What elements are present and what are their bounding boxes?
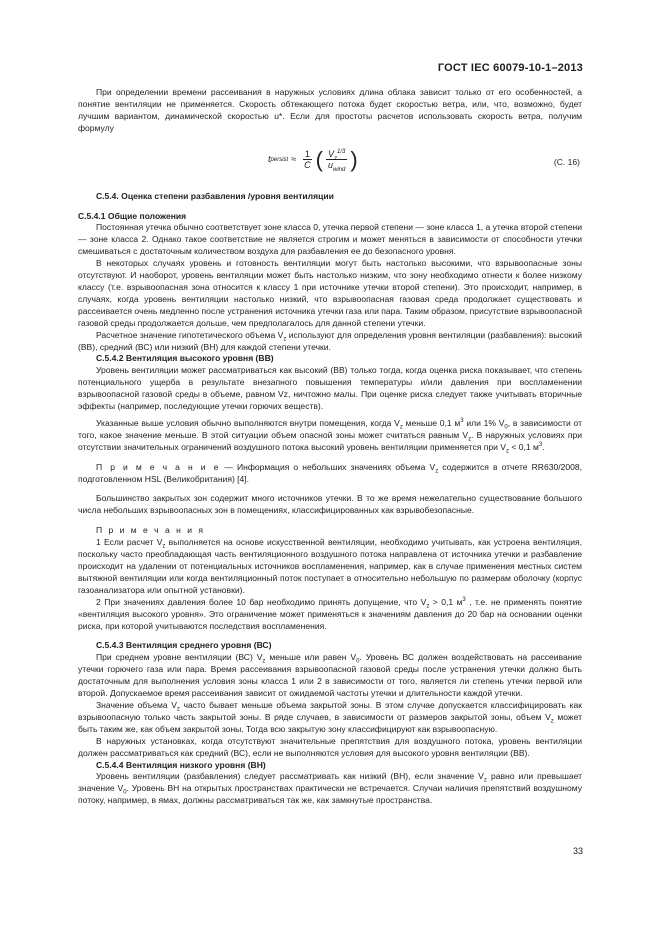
c543-paragraph-2 [78,700,582,736]
section-c544-title: C.5.4.4 Вентиляция низкого уровня (ВН) [96,759,266,770]
c542-note-sub: z [435,468,439,475]
c542-note [78,462,582,486]
c541-paragraph-1: Постоянная утечка обычно соответствует зоне класса 0, утечка первой степени — зоне класса 1, а утечка второй степени — зоне класса 2. Однако такое соответствие не является строгим и может меняться в зависимости от способности утечки смешиваться с достаточным количеством воздуха для разбавления ее до безопасного уровня. [78,222,582,257]
frac1-numerator: 1 [304,149,310,160]
c544-p1-b: равно или превышает значение V [78,771,582,794]
c543-p1-c: . Уровень ВС должен воздействовать на рассеивание утечки горючего газа или пара. Время рассеивания взрывоопасной газовой среды после устранения утечки должно быть достаточным для выполнения условия зоны класса 1 или 2 в зависимости от того, является ли степень утечки первой или второй. Допускаемое время рассеивания зависит от ожидаемой частоты утечки и длительности каждой утечки. [78,652,583,699]
standard-header: ГОСТ IEC 60079-10-1–2013 [437,62,583,74]
c542-p2-f: < 0,1 м [508,441,539,452]
c543-p1-a: При среднем уровне вентиляции (ВС) V [96,652,263,663]
formula-lhs: t [268,153,271,164]
c542-note-b: содержится в отчете RR630/2008, подготовленном HSL (Великобритания) [4]. [78,461,582,484]
right-paren: ) [350,146,358,172]
c542-paragraph-2 [78,418,582,454]
formula-approx: ≈ [291,153,297,164]
c543-p2-sub2: z [550,718,554,725]
c542-n1-sub: z [162,543,166,550]
c542-p2-d: , в зависимости от того, какое значение меньше. В этой ситуации объем опасной зоны может считаться равным V [78,417,583,440]
formula-number: (C. 16) [553,156,580,167]
frac1-denominator: C [304,160,311,171]
c542-n2-a: 2 При значениях давления более 10 бар необходимо принять допущение, что V [96,596,427,607]
text-column [78,87,582,807]
c544-p1-sub1: z [483,778,487,785]
frac2-num-sup: 1/3 [336,149,346,156]
c542-paragraph-1: Уровень вентиляции может рассматриваться как высокий (ВВ) только тогда, когда оценка риска показывает, что степень потенциального ущерба в результате внезапного повышения температуры и/или давления при воспламенении взрывоопасной газовой среды в объеме, равном Vz, ничтожно малы. При оценке риска следует также учитывать вторичные эффекты (например, последующие утечки горючих веществ). [78,365,582,412]
c542-paragraph-3: Большинство закрытых зон содержит много источников утечки. В то же время нежелательно существование большого числа небольших взрывоопасных зон в помещениях, классифицированных как взрывобезопасные. [78,493,582,516]
c542-n2-sub: z [426,603,430,610]
c542-p2-sub2: 0 [504,424,508,431]
frac2-numerator [326,149,347,160]
c542-note-1 [78,537,582,597]
c542-p2-sup2: 3 [538,441,543,448]
c542-n1-a: 1 Если расчет V [96,537,163,548]
formula-c16 [78,143,582,183]
frac2-num-var: V [327,149,334,160]
section-c543-title: C.5.4.3 Вентиляция среднего уровня (ВС) [96,640,272,651]
page-number: 33 [572,846,583,856]
c543-p1-sub2: 0 [356,659,360,666]
c542-p2-e: . В наружных условиях при отсутствии значительных ограничений воздушного потока высокий уровень вентиляции применяется при V [78,429,582,452]
c542-n2-c: , т.е. не применять понятие «вентиляция высокого уровня». Это ограничение может применяться к значениям давления до 20 бар на основании оценки риска, при которой учитываются последствия воспламенения. [78,596,582,631]
section-c542-title: C.5.4.2 Вентиляция высокого уровня (ВВ) [96,353,274,364]
intro-paragraph: При определении времени рассеивания в наружных условиях длина облака зависит только от его особенностей, а понятие вентиляции не применяется. Скорость обтекающего потока будет скоростью ветра, или, что, возможно, будет лучшим вариантом, динамической скоростью u*. Если для простоты расчетов использовать скорость ветра, получим формулу [78,87,582,133]
c541-paragraph-2: В некоторых случаях уровень и готовность вентиляции могут быть настолько высокими, что взрывоопасные зоны отсутствуют. И наоборот, уровень вентиляции может быть настолько низким, что зону необходимо отнести к более низкому классу (т.е. взрывоопасная зона относится к классу 1 при источнике утечки второй степени). Это происходит, например, в случаях, когда уровень вентиляции настолько низкий, что взрывоопасная газовая среда продолжает существовать и рассеивается очень медленно после устранения источника утечки газа или пара. Таким образом, присутствие взрывоопасной газовой среды продолжается дольше, чем предполагалось для данной степени утечки. [78,258,582,328]
c541-p3-sub: z [283,336,287,343]
c543-p1-sub1: z [262,659,266,666]
c541-p3-b: используют для определения уровня вентиляции (разбавления): высокий (ВВ), средний (ВС) или низкий (ВН) для каждой степени утечки. [78,329,583,352]
c542-notes-label [78,525,582,537]
c541-p3-a: Расчетное значение гипотетического объема V [96,329,284,340]
frac2-denominator [326,160,347,173]
frac2-den-var: u [327,160,333,171]
c542-n2-b: > 0,1 м [429,596,463,607]
c543-p2-a: Значение объема V [96,699,177,710]
c543-p2-b: часто бывает меньше объема закрытой зоны. В этом случае допускается классифицировать как взрывоопасную только часть закрытой зоны. В ряде случаев, в зависимости от размеров закрытой зоны, объем V [78,699,582,722]
c542-note-a: — Информация о небольших значениях объема V [220,461,436,472]
c544-paragraph-1 [78,771,582,807]
frac2-den-sub: wind [332,166,346,173]
c542-p2-b: меньше 0,1 м [402,417,461,428]
frac2-num-sub: z [333,155,337,162]
c542-note-label: П р и м е ч а н и е [96,461,221,472]
formula-fraction-2 [326,149,347,173]
formula-expression: t persist ≈ $\frac{1}{C}$ ( $\frac{V_z^{1/3}}{u_{wind}}$ ) [268,146,358,173]
c543-paragraph-3: В наружных установках, когда отсутствуют значительные препятствия для воздушного потока, уровень вентиляции должен рассматриваться как средний (ВС), если не выполняются условия для высокого уровня вентиляции (ВВ). [78,735,582,758]
c544-p1-sub2: 0 [123,790,127,797]
section-c54-title: C.5.4. Оценка степени разбавления /уровня вентиляции [96,190,334,201]
c543-p2-c: может быть таким же, как объем закрытой зоны. Тогда всю закрытую зону классифицируют как взрывоопасную. [78,711,582,734]
c542-p2-sub3: z [468,436,472,443]
c542-p2-a: Указанные выше условия обычно выполняются внутри помещения, когда V [96,417,400,428]
left-paren: ( [315,146,323,172]
c543-p2-sub1: z [176,706,180,713]
c544-p1-c: . Уровень ВН на открытых пространствах практически не встречается. Случаи наличия препятствий воздушному потоку, например, в ямах, должны рассматриваться так же, как замкнутые пространства. [78,783,583,806]
c542-notes-label-text: П р и м е ч а н и я [96,525,206,536]
c542-p2-c: или 1% V [463,417,505,428]
c543-paragraph-1 [78,652,582,700]
c542-p2-sub1: z [399,424,403,431]
c544-p1-a: Уровень вентиляции (разбавления) следует рассматривать как низкий (ВН), если значение V [96,771,484,782]
c542-p2-sub4: z [505,448,509,455]
c542-p2-sup1: 3 [460,418,464,425]
c541-paragraph-3 [78,330,582,354]
formula-fraction-1 [302,149,313,170]
c542-note-2 [78,597,582,633]
section-c541-title: C.5.4.1 Общие положения [78,210,187,221]
c542-p2-g: . [542,441,545,452]
c542-n1-b: выполняется на основе искусственной вентиляции, необходимо учитывать, как устроена вентиляция, поскольку часто преобладающая часть вентиляционного воздушного потока направлена от источника утечки и разбавление происходит на удалении от потенциальных источников воспламенения, например, как в случае применения местных систем вытяжной вентиляции или когда вентиляционный поток поступает в относительно небольшую по размерам оболочку (корпус газоанализатора или опытной установки). [78,537,582,595]
c542-n2-sup: 3 [462,596,466,603]
c543-p1-b: меньше или равен V [265,652,357,663]
